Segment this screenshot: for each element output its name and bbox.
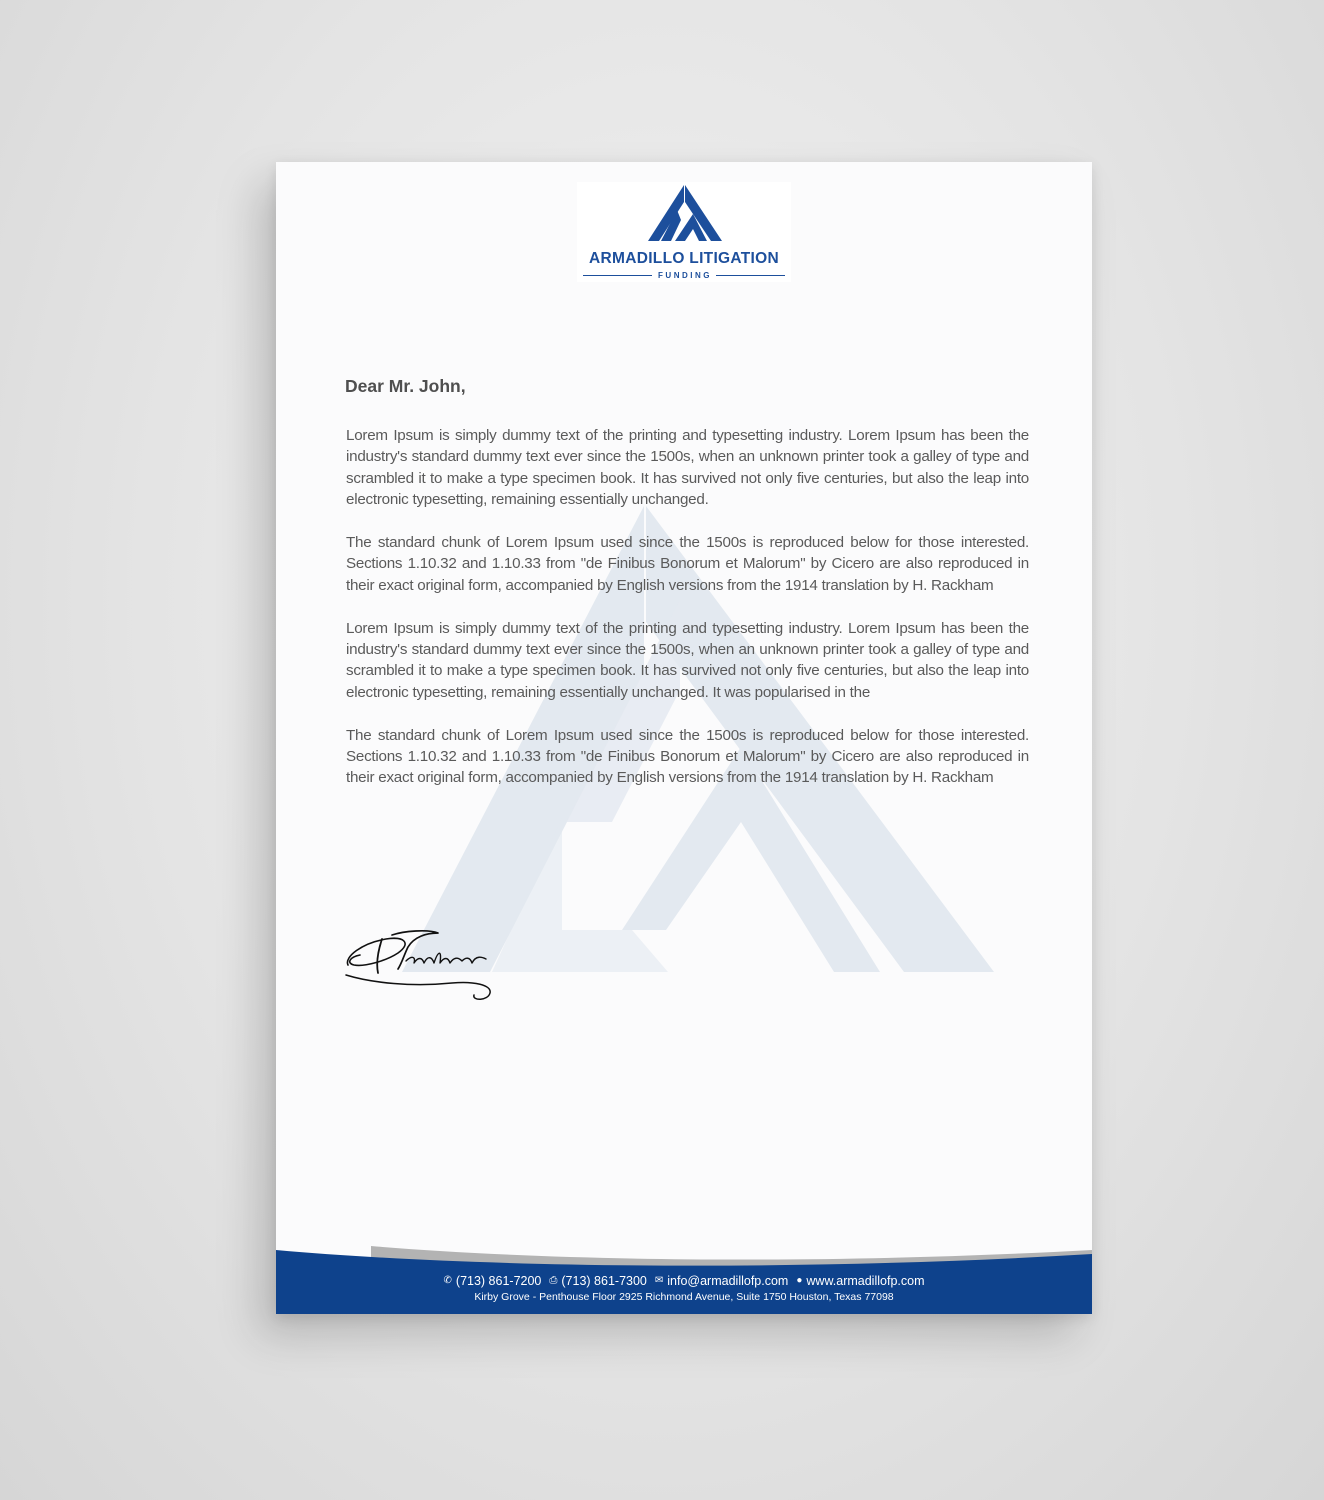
company-logo <box>577 182 791 282</box>
body-paragraph: The standard chunk of Lorem Ipsum used since the 1500s is reproduced below for those interested. Sections 1.10.32 and 1.10.33 from "de Finibus Bonorum et Malorum" by Cicero are also reproduced in their exact original form, accompanied by English versions from the 1914 translation by H. Rackham <box>346 534 1029 594</box>
fax-number: (713) 861-7300 <box>561 1274 647 1288</box>
company-subtitle: FUNDING <box>658 270 712 280</box>
logo-subtitle-row <box>583 270 785 280</box>
globe-icon: ● <box>796 1275 803 1286</box>
body-paragraph: Lorem Ipsum is simply dummy text of the printing and typesetting industry. Lorem Ipsum has been the industry's standard dummy text ever since the 1500s, when an unknown printer took a galley of type and scrambled it to make a type specimen book. It has survived not only five centuries, but also the leap into electronic typesetting, remaining essentially unchanged. It was popularised in the <box>346 619 1029 701</box>
divider <box>716 275 785 276</box>
body-paragraph: The standard chunk of Lorem Ipsum used since the 1500s is reproduced below for those interested. Sections 1.10.32 and 1.10.33 from "de Finibus Bonorum et Malorum" by Cicero are also reproduced in their exact original form, accompanied by English versions from the 1914 translation by H. Rackham <box>346 726 1029 787</box>
email-icon: ✉ <box>654 1275 664 1286</box>
body-paragraph: Lorem Ipsum is simply dummy text of the printing and typesetting industry. Lorem Ipsum has been the industry's standard dummy text ever since the 1500s, when an unknown printer took a galley of type and scrambled it to make a type specimen book. It has survived not only five centuries, but also the leap into electronic typesetting, remaining essentially unchanged. <box>346 427 1029 509</box>
email-address: info@armadillofp.com <box>667 1274 789 1288</box>
letter-body <box>346 425 1029 810</box>
phone-icon: ✆ <box>443 1275 452 1286</box>
divider <box>583 275 652 276</box>
website-contact <box>796 1273 924 1289</box>
contact-row <box>276 1273 1092 1289</box>
letter-greeting: Dear Mr. John, <box>345 376 466 396</box>
letterhead-sheet <box>276 162 1092 1314</box>
handwritten-signature-icon <box>342 917 498 1003</box>
phone-contact <box>444 1273 542 1289</box>
office-address: Kirby Grove - Penthouse Floor 2925 Richmond Avenue, Suite 1750 Houston, Texas 77098 <box>474 1291 894 1303</box>
company-name: ARMADILLO LITIGATION <box>589 250 779 267</box>
fax-contact <box>549 1273 646 1289</box>
website-url: www.armadillofp.com <box>806 1274 925 1288</box>
footer-contact <box>276 1273 1092 1304</box>
logo-triangle-icon <box>647 184 723 242</box>
email-contact <box>655 1273 788 1289</box>
phone-number: (713) 861-7200 <box>455 1274 542 1288</box>
fax-icon: ⎙ <box>549 1275 558 1286</box>
